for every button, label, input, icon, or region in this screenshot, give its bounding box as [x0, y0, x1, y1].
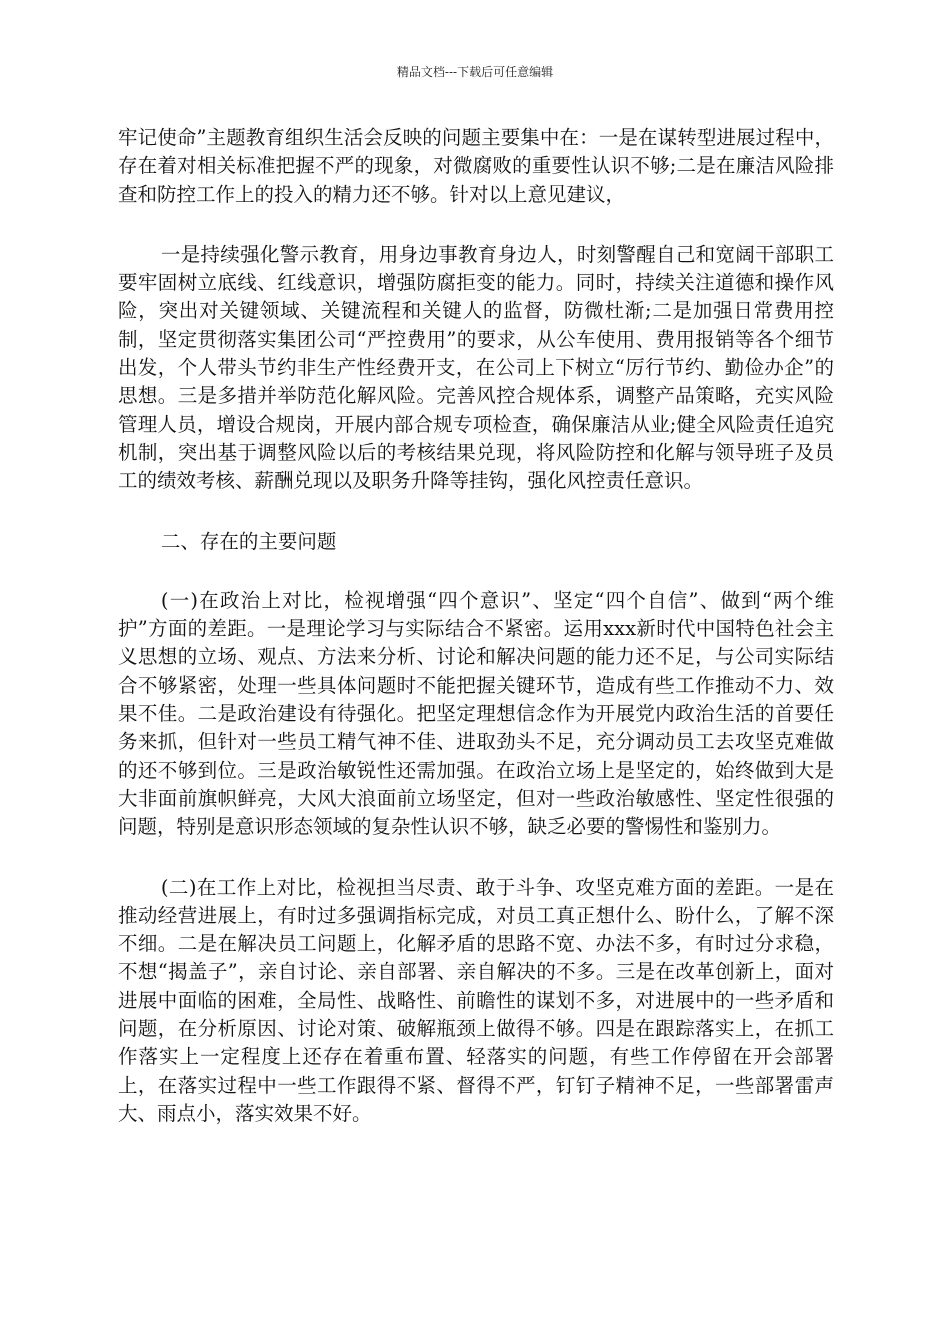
work-comparison-paragraph: (二)在工作上对比，检视担当尽责、敢于斗争、攻坚克难方面的差距。一是在推动经营进展上，有时过多强调指标完成，对员工真正想什么、盼什么，了解不深不细。二是在解决员工问题上，化解矛盾的思路不宽、办法不多，有时过分求稳，不想“揭盖子”，亲自讨论、亲自部署、亲自解决的不多。三是在改革创新上，面对进展中面临的困难，全局性、战略性、前瞻性的谋划不多，对进展中的一些矛盾和问题，在分析原因、讨论对策、破解瓶颈上做得不够。四是在跟踪落实上，在抓工作落实上一定程度上还存在着重布置、轻落实的问题，有些工作停留在开会部署上，在落实过程中一些工作跟得不紧、督得不严，钉钉子精神不足，一些部署雷声大、雨点小，落实效果不好。 — [118, 875, 834, 1125]
page-header: 精品文档---下载后可任意编辑 — [396, 65, 554, 79]
section-heading: 二、存在的主要问题 — [160, 529, 337, 553]
political-comparison-paragraph: (一)在政治上对比，检视增强“四个意识”、坚定“四个自信”、做到“两个维护”方面的差距。一是理论学习与实际结合不紧密。运用xxx新时代中国特色社会主义思想的立场、观点、方法来分析、讨论和解决问题的能力还不足，与公司实际结合不够紧密，处理一些具体问题时不能把握关键环节，造成有些工作推动不力、效果不佳。二是政治建设有待强化。把坚定理想信念作为开展党内政治生活的首要任务来抓，但针对一些员工精气神不佳、进取劲头不足，充分调动员工去攻坚克难做的还不够到位。三是政治敏锐性还需加强。在政治立场上是坚定的，始终做到大是大非面前旗帜鲜亮，大风大浪面前立场坚定，但对一些政治敏感性、坚定性很强的问题，特别是意识形态领域的复杂性认识不够，缺乏必要的警惕性和鉴别力。 — [118, 588, 834, 839]
measures-paragraph: 一是持续强化警示教育，用身边事教育身边人，时刻警醒自己和宽阔干部职工要牢固树立底线、红线意识，增强防腐拒变的能力。同时，持续关注道德和操作风险，突出对关键领域、关键流程和关键人的监督，防微杜渐;二是加强日常费用控制，坚定贯彻落实集团公司“严控费用”的要求，从公车使用、费用报销等各个细节出发，个人带头节约非生产性经费开支，在公司上下树立“厉行节约、勤俭办企”的思想。三是多措并举防范化解风险。完善风控合规体系，调整产品策略，充实风险管理人员，增设合规岗，开展内部合规专项检查，确保廉洁从业;健全风险责任追究机制，突出基于调整风险以后的考核结果兑现，将风险防控和化解与领导班子及员工的绩效考核、薪酬兑现以及职务升降等挂钩，强化风控责任意识。 — [118, 242, 834, 493]
intro-paragraph: 牢记使命”主题教育组织生活会反映的问题主要集中在：一是在谋转型进展过程中，存在着对相关标准把握不严的现象，对微腐败的重要性认识不够;二是在廉洁风险排查和防控工作上的投入的精力还不够。针对以上意见建议， — [118, 126, 834, 206]
document-body — [118, 124, 834, 1160]
